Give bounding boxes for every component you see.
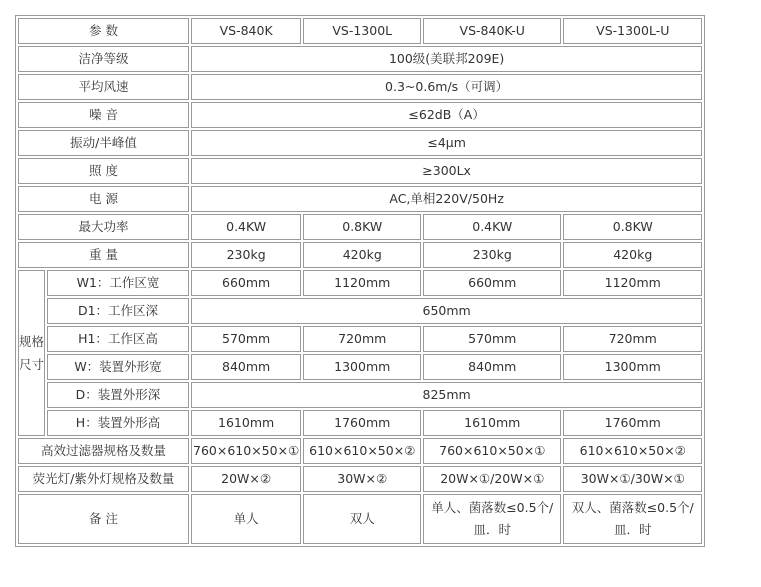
table-row-w1 (18, 270, 702, 296)
row-cell: 420kg (303, 242, 421, 268)
spec-table (15, 15, 705, 547)
row-label: 备 注 (18, 494, 189, 544)
row-cell: 双人 (303, 494, 421, 544)
row-label: D：装置外形深 (47, 382, 189, 408)
row-cell: 1760mm (303, 410, 421, 436)
row-cell: 0.4KW (191, 214, 301, 240)
row-label: 洁净等级 (18, 46, 189, 72)
row-cell: 610×610×50×② (563, 438, 702, 464)
row-cell: 1300mm (303, 354, 421, 380)
header-model-4: VS-1300L-U (563, 18, 702, 44)
row-cell: 570mm (191, 326, 301, 352)
table-row-illuminance (18, 158, 702, 184)
row-cell: 1120mm (303, 270, 421, 296)
row-value: ≤4μm (191, 130, 702, 156)
row-cell: 单人 (191, 494, 301, 544)
row-cell: 0.8KW (303, 214, 421, 240)
table-row-vibration (18, 130, 702, 156)
table-row-d (18, 382, 702, 408)
row-value: 0.3~0.6m/s（可调） (191, 74, 702, 100)
row-cell: 30W×② (303, 466, 421, 492)
row-cell: 840mm (423, 354, 561, 380)
row-label: 照 度 (18, 158, 189, 184)
row-value: ≥300Lx (191, 158, 702, 184)
row-label: 振动/半峰值 (18, 130, 189, 156)
row-value: AC,单相220V/50Hz (191, 186, 702, 212)
row-value: 650mm (191, 298, 702, 324)
row-cell: 1610mm (191, 410, 301, 436)
row-cell: 230kg (191, 242, 301, 268)
table-row-header (18, 18, 702, 44)
table-row-h1 (18, 326, 702, 352)
row-cell: 660mm (423, 270, 561, 296)
row-label: H：装置外形高 (47, 410, 189, 436)
table-row-h (18, 410, 702, 436)
header-model-1: VS-840K (191, 18, 301, 44)
row-label: H1：工作区高 (47, 326, 189, 352)
table-row-filter (18, 438, 702, 464)
table-row-remarks (18, 494, 702, 544)
row-cell: 20W×② (191, 466, 301, 492)
row-cell: 720mm (563, 326, 702, 352)
table-row-noise (18, 102, 702, 128)
row-cell: 610×610×50×② (303, 438, 421, 464)
row-cell: 840mm (191, 354, 301, 380)
table-row-lamp (18, 466, 702, 492)
row-cell: 1610mm (423, 410, 561, 436)
table-row-wind-speed (18, 74, 702, 100)
table-row-max-power (18, 214, 702, 240)
row-label: 平均风速 (18, 74, 189, 100)
row-label: 最大功率 (18, 214, 189, 240)
row-label: D1：工作区深 (47, 298, 189, 324)
row-cell: 1120mm (563, 270, 702, 296)
header-model-2: VS-1300L (303, 18, 421, 44)
row-value: 825mm (191, 382, 702, 408)
row-cell: 0.4KW (423, 214, 561, 240)
row-label: W：装置外形宽 (47, 354, 189, 380)
row-cell: 单人、菌落数≤0.5个/皿．时 (423, 494, 561, 544)
row-label: 电 源 (18, 186, 189, 212)
row-cell: 1300mm (563, 354, 702, 380)
table-row-cleanliness (18, 46, 702, 72)
row-cell: 420kg (563, 242, 702, 268)
row-cell: 双人、菌落数≤0.5个/皿．时 (563, 494, 702, 544)
table-row-power-supply (18, 186, 702, 212)
row-label: 荧光灯/紫外灯规格及数量 (18, 466, 189, 492)
row-label: 噪 音 (18, 102, 189, 128)
table-row-d1 (18, 298, 702, 324)
table-row-w (18, 354, 702, 380)
row-label: W1：工作区宽 (47, 270, 189, 296)
row-cell: 30W×①/30W×① (563, 466, 702, 492)
table-row-weight (18, 242, 702, 268)
row-cell: 1760mm (563, 410, 702, 436)
row-cell: 660mm (191, 270, 301, 296)
row-cell: 20W×①/20W×① (423, 466, 561, 492)
row-label: 高效过滤器规格及数量 (18, 438, 189, 464)
row-cell: 720mm (303, 326, 421, 352)
row-cell: 760×610×50×① (191, 438, 301, 464)
header-model-3: VS-840K-U (423, 18, 561, 44)
row-label: 重 量 (18, 242, 189, 268)
header-param: 参 数 (18, 18, 189, 44)
row-value: ≤62dB（A） (191, 102, 702, 128)
row-cell: 570mm (423, 326, 561, 352)
row-cell: 230kg (423, 242, 561, 268)
row-cell: 760×610×50×① (423, 438, 561, 464)
dimensions-group-label: 规格尺寸 (18, 270, 45, 436)
row-cell: 0.8KW (563, 214, 702, 240)
row-value: 100级(美联邦209E) (191, 46, 702, 72)
